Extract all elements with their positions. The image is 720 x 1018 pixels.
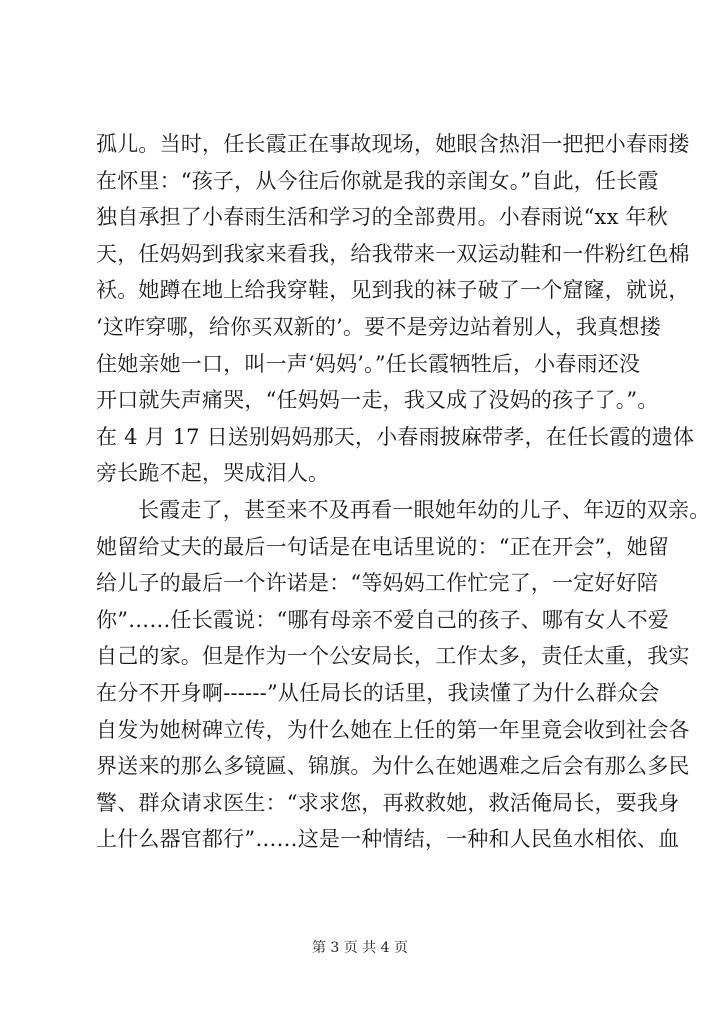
text-line: 她留给丈夫的最后一句话是在电话里说的：“正在开会”，她留 — [96, 534, 670, 559]
text-line: 给儿子的最后一个许诺是：“等妈妈工作忙完了，一定好好陪 — [96, 571, 659, 596]
paragraph-1 — [96, 126, 695, 492]
page-number-footer: 第 3 页 共 4 页 — [311, 940, 409, 956]
text-line: 开口就失声痛哭，“任妈妈一走，我又成了没妈的孩子了。”。 — [96, 388, 659, 413]
text-line: ‘这咋穿哪，给你买双新的’。要不是旁边站着别人，我真想搂 — [96, 314, 661, 339]
text-line: 住她亲她一口，叫一声‘妈妈’。”任长霞牺牲后，小春雨还没 — [96, 351, 641, 376]
text-line: 上什么器官都行”……这是一种情结，一种和人民鱼水相依、血 — [96, 827, 680, 852]
text-line: 界送来的那么多镜匾、锦旗。为什么在她遇难之后会有那么多民 — [96, 754, 690, 779]
text-line: 孤儿。当时，任长霞正在事故现场，她眼含热泪一把把小春雨搂 — [96, 132, 690, 156]
text-line: 你”……任长霞说：“哪有母亲不爱自己的孩子、哪有女人不爱 — [96, 607, 670, 632]
text-line: 独自承担了小春雨生活和学习的全部费用。小春雨说“xx 年秋 — [96, 205, 668, 230]
text-line: 天，任妈妈到我家来看我，给我带来一双运动鞋和一件粉红色棉 — [96, 241, 690, 266]
text-line: 在怀里：“孩子，从今往后你就是我的亲闺女。”自此，任长霞 — [96, 168, 659, 193]
text-line: 自己的家。但是作为一个公安局长，工作太多，责任太重，我实 — [96, 644, 690, 669]
text-line: 袄。她蹲在地上给我穿鞋，见到我的袜子破了一个窟窿，就说， — [96, 278, 690, 303]
text-line: 在分不开身啊------”从任局长的话里，我读懂了为什么群众会 — [96, 680, 660, 705]
text-line: 在 4 月 17 日送别妈妈那天，小春雨披麻带孝，在任长霞的遗体 — [96, 424, 695, 449]
text-line: 警、群众请求医生：“求求您，再救救她，救活俺局长，要我身 — [96, 790, 680, 815]
paragraph-2 — [96, 492, 711, 858]
text-line: 旁长跪不起，哭成泪人。 — [96, 461, 330, 486]
text-line: 长霞走了，甚至来不及再看一眼她年幼的儿子、年迈的双亲。 — [138, 497, 711, 522]
document-body — [96, 126, 711, 858]
text-line: 自发为她树碑立传，为什么她在上任的第一年里竟会收到社会各 — [96, 717, 690, 742]
